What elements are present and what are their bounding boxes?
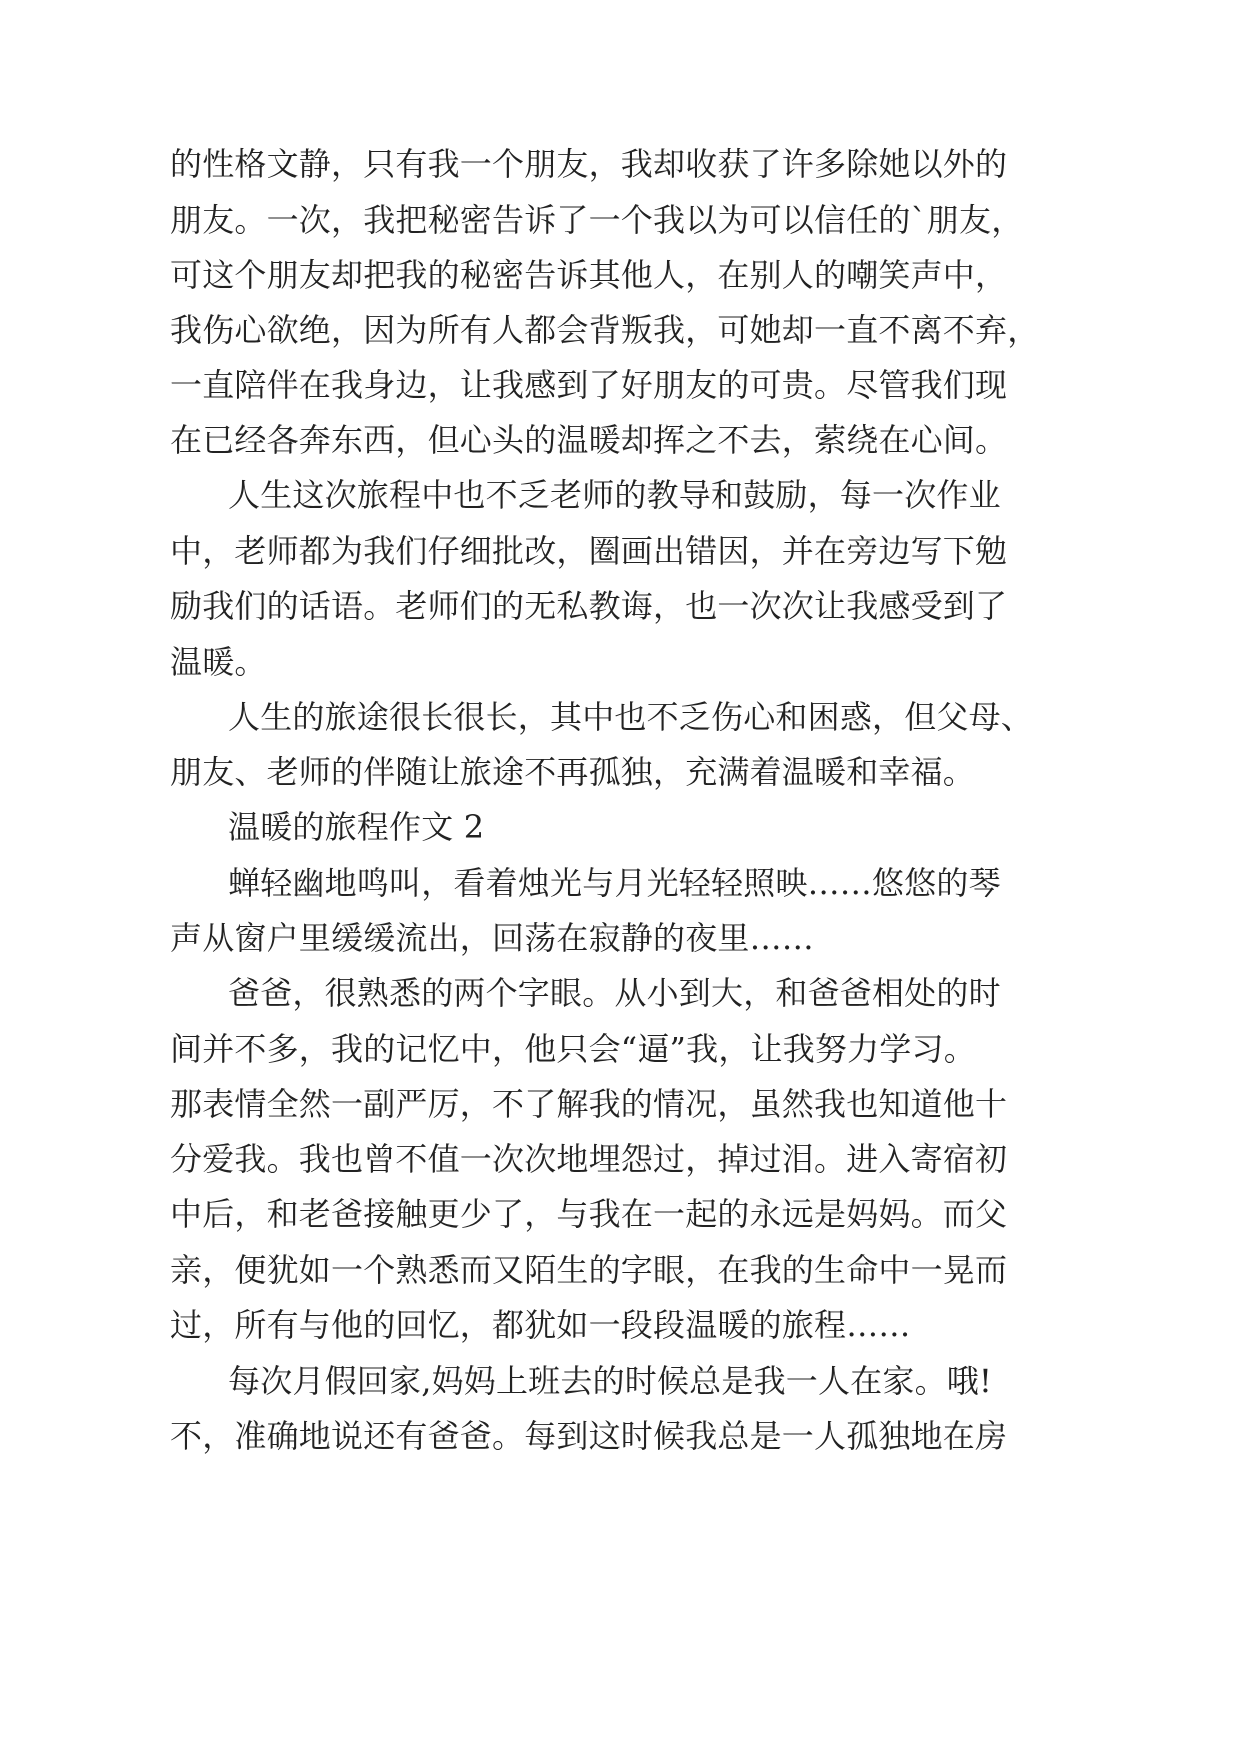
paragraph-first-line: 每次月假回家,妈妈上班去的时候总是我一人在家。哦! bbox=[228, 1362, 993, 1400]
text-line: 朋友、老师的伴随让旅途不再孤独，充满着温暖和幸福。 bbox=[170, 753, 976, 791]
text-line: 中后，和老爸接触更少了，与我在一起的永远是妈妈。而父 bbox=[170, 1195, 1008, 1233]
text-line: 在已经各奔东西，但心头的温暖却挥之不去，萦绕在心间。 bbox=[170, 421, 1008, 459]
text-line: 的性格文静，只有我一个朋友，我却收获了许多除她以外的 bbox=[170, 145, 1008, 183]
text-line: 不，准确地说还有爸爸。每到这时候我总是一人孤独地在房 bbox=[170, 1417, 1008, 1455]
text-line: 分爱我。我也曾不值一次次地埋怨过，掉过泪。进入寄宿初 bbox=[170, 1140, 1008, 1178]
text-line: 朋友。一次，我把秘密告诉了一个我以为可以信任的`朋友， bbox=[170, 201, 1024, 239]
text-line: 过，所有与他的回忆，都犹如一段段温暖的旅程…… bbox=[170, 1306, 911, 1344]
text-line: 励我们的话语。老师们的无私教诲，也一次次让我感受到了 bbox=[170, 587, 1008, 625]
text-line: 那表情全然一副严厉，不了解我的情况，虽然我也知道他十 bbox=[170, 1085, 1008, 1123]
text-line: 中，老师都为我们仔细批改，圈画出错因，并在旁边写下勉 bbox=[170, 532, 1008, 570]
text-line: 间并不多，我的记忆中，他只会“逼”我，让我努力学习。 bbox=[170, 1030, 976, 1068]
paragraph-first-line: 爸爸，很熟悉的两个字眼。从小到大，和爸爸相处的时 bbox=[228, 974, 1001, 1012]
text-line: 声从窗户里缓缓流出，回荡在寂静的夜里…… bbox=[170, 919, 815, 957]
paragraph-first-line: 人生的旅途很长很长，其中也不乏伤心和困惑，但父母、 bbox=[228, 698, 1034, 736]
text-line: 一直陪伴在我身边，让我感到了好朋友的可贵。尽管我们现 bbox=[170, 366, 1008, 404]
text-line: 我伤心欲绝，因为所有人都会背叛我，可她却一直不离不弃， bbox=[170, 311, 1040, 349]
text-line: 亲，便犹如一个熟悉而又陌生的字眼，在我的生命中一晃而 bbox=[170, 1251, 1008, 1289]
paragraph-first-line: 蝉轻幽地鸣叫，看着烛光与月光轻轻照映……悠悠的琴 bbox=[228, 864, 1001, 902]
section-heading: 温暖的旅程作文 2 bbox=[228, 808, 485, 846]
paragraph-first-line: 人生这次旅程中也不乏老师的教导和鼓励，每一次作业 bbox=[228, 476, 1001, 514]
text-line: 温暖。 bbox=[170, 643, 267, 681]
text-line: 可这个朋友却把我的秘密告诉其他人，在别人的嘲笑声中， bbox=[170, 256, 1008, 294]
